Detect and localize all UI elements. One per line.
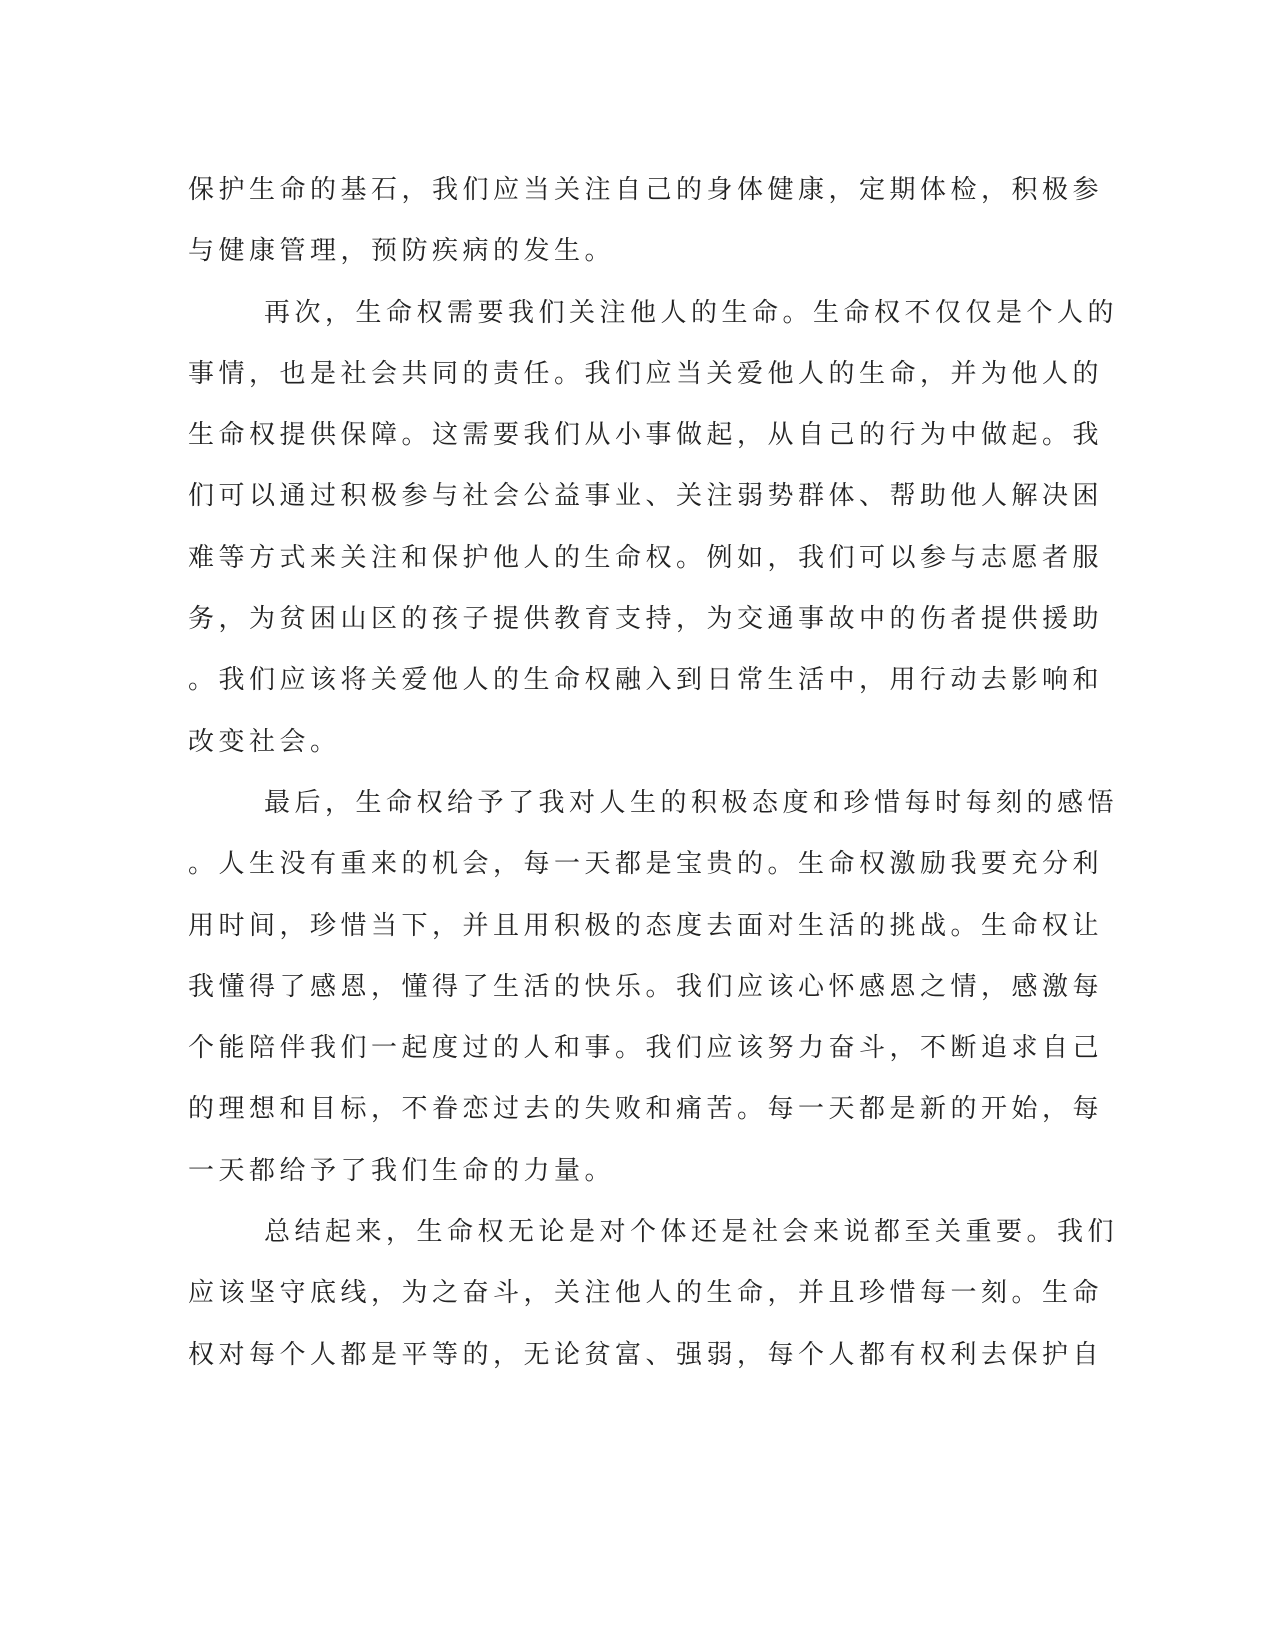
text-line: 用时间，珍惜当下，并且用积极的态度去面对生活的挑战。生命权让 <box>188 910 1104 941</box>
paragraph-first-line: 再次，生命权需要我们关注他人的生命。生命权不仅仅是个人的 <box>264 297 1119 328</box>
text-line: 应该坚守底线，为之奋斗，关注他人的生命，并且珍惜每一刻。生命 <box>188 1278 1104 1309</box>
text-line: 务，为贫困山区的孩子提供教育支持，为交通事故中的伤者提供援助 <box>188 604 1104 635</box>
text-line: 。人生没有重来的机会，每一天都是宝贵的。生命权激励我要充分利 <box>188 849 1104 880</box>
text-line: 与健康管理，预防疾病的发生。 <box>188 236 616 267</box>
text-line: 个能陪伴我们一起度过的人和事。我们应该努力奋斗，不断追求自己 <box>188 1033 1104 1064</box>
text-line: 难等方式来关注和保护他人的生命权。例如，我们可以参与志愿者服 <box>188 542 1104 573</box>
body-text <box>188 160 1119 1386</box>
text-line: 的理想和目标，不眷恋过去的失败和痛苦。每一天都是新的开始，每 <box>188 1094 1104 1125</box>
paragraph-first-line: 最后，生命权给予了我对人生的积极态度和珍惜每时每刻的感悟 <box>264 787 1119 818</box>
text-line: 权对每个人都是平等的，无论贫富、强弱，每个人都有权利去保护自 <box>188 1339 1104 1370</box>
text-line: 一天都给予了我们生命的力量。 <box>188 1155 616 1186</box>
text-line: 生命权提供保障。这需要我们从小事做起，从自己的行为中做起。我 <box>188 420 1104 451</box>
paragraph-first-line: 总结起来，生命权无论是对个体还是社会来说都至关重要。我们 <box>264 1217 1119 1248</box>
text-line: 保护生命的基石，我们应当关注自己的身体健康，定期体检，积极参 <box>188 175 1104 205</box>
text-line: 我懂得了感恩，懂得了生活的快乐。我们应该心怀感恩之情，感激每 <box>188 971 1104 1002</box>
text-line: 们可以通过积极参与社会公益事业、关注弱势群体、帮助他人解决困 <box>188 481 1104 512</box>
text-line: 。我们应该将关爱他人的生命权融入到日常生活中，用行动去影响和 <box>188 665 1104 696</box>
text-line: 事情，也是社会共同的责任。我们应当关爱他人的生命，并为他人的 <box>188 358 1104 389</box>
text-line: 改变社会。 <box>188 726 341 757</box>
